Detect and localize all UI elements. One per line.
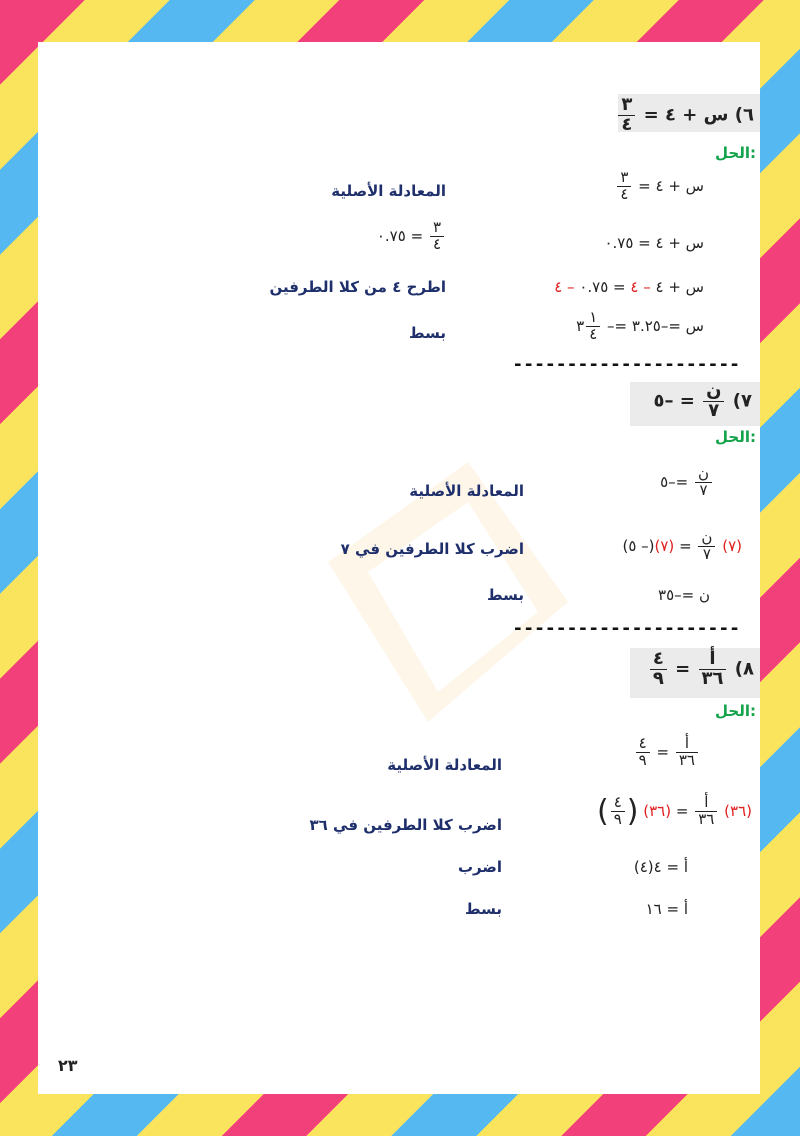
p6-step2-num: ٣ bbox=[432, 218, 441, 236]
problem-6-number: ٦) bbox=[734, 104, 754, 126]
p7-step3-note: بسط bbox=[487, 586, 524, 604]
p8-step2-eq: (٣٦) $\frac{\text{أ}}{٣٦}$ = (٣٦) ( $\frac{٤}{٩}$ ) bbox=[596, 793, 752, 829]
divider-2: --------------------- bbox=[512, 618, 740, 639]
p7-step2-eqsign: = bbox=[679, 536, 692, 555]
p8-step2-lden: ٣٦ bbox=[695, 811, 717, 828]
p7-step1-eq bbox=[660, 466, 714, 499]
p7-step3-eq: ن =–٣٥ bbox=[658, 586, 710, 604]
p8-step2-lnum: أ bbox=[704, 793, 709, 812]
page-number: ٢٣ bbox=[58, 1056, 78, 1075]
worksheet-page bbox=[38, 42, 760, 1094]
p7-step1-note: المعادلة الأصلية bbox=[409, 482, 524, 500]
p8-step1-rnum: ٤ bbox=[638, 734, 647, 752]
p6-step4-note: بسط bbox=[409, 324, 446, 342]
p6-step3-c: = ٠.٧٥ bbox=[579, 278, 626, 296]
problem-8-number: ٨) bbox=[734, 658, 754, 680]
p8-step2-rp: (٣٦) bbox=[643, 802, 672, 820]
p8-step2-rden: ٩ bbox=[611, 811, 625, 828]
divider-1: --------------------- bbox=[512, 354, 740, 375]
p7-step1-num: ن bbox=[697, 464, 709, 482]
p7-step2-num: ن bbox=[701, 528, 713, 546]
p8-step2-note: اضرب كلا الطرفين في ٣٦ bbox=[309, 816, 502, 834]
p8-step1-eqsign: = bbox=[656, 742, 670, 761]
p6-step1-eq bbox=[615, 170, 704, 203]
p6-step3-note: اطرح ٤ من كلا الطرفين bbox=[269, 278, 446, 296]
problem-7-rhs: = –٥ bbox=[653, 390, 695, 412]
p6-step2-note bbox=[377, 220, 446, 253]
p6-step3-b: – ٤ bbox=[630, 278, 651, 296]
p8-step2-rnum: ٤ bbox=[613, 793, 622, 812]
p8-step2-eqsign: = bbox=[675, 802, 689, 820]
p6-step4-eq bbox=[576, 310, 704, 343]
p8-step1-lden: ٣٦ bbox=[676, 752, 698, 769]
p7-step1-den: ٧ bbox=[695, 482, 712, 499]
p6-step1-num: ٣ bbox=[620, 168, 629, 186]
p6-step4-whole: ٣ bbox=[576, 316, 585, 335]
problem-6-frac-num: ٣ bbox=[621, 94, 633, 115]
p8-step4-note: بسط bbox=[465, 900, 502, 918]
p6-step1-den: ٤ bbox=[617, 186, 631, 203]
p6-step4-num: ١ bbox=[589, 308, 598, 326]
p8-step1-lnum: أ bbox=[684, 734, 690, 752]
problem-6-frac-den: ٤ bbox=[618, 115, 635, 135]
problem-7-frac-num: ن bbox=[706, 380, 722, 401]
p8-step2-lp: (٣٦) bbox=[724, 802, 752, 820]
p6-step3-eq bbox=[554, 278, 704, 296]
p6-step4-left: س =–٣.٢٥ =– bbox=[607, 316, 704, 335]
problem-6-left: س + ٤ = bbox=[643, 104, 729, 126]
p6-step4-den: ٤ bbox=[586, 326, 600, 343]
p8-step1-rden: ٩ bbox=[636, 752, 650, 769]
p6-step1-left: س + ٤ = bbox=[638, 176, 704, 195]
problem-8-right-den: ٩ bbox=[650, 669, 667, 689]
problem-7-number: ٧) bbox=[732, 390, 752, 412]
solution-label-8: الحل: bbox=[715, 702, 756, 720]
p6-step1-note: المعادلة الأصلية bbox=[331, 182, 446, 200]
p7-step2-note: اضرب كلا الطرفين في ٧ bbox=[340, 540, 524, 558]
solution-label-6: الحل: bbox=[715, 144, 756, 162]
p7-step2-lp: (٧) bbox=[722, 536, 742, 555]
problem-6-statement bbox=[616, 96, 754, 135]
problem-7-frac-den: ٧ bbox=[703, 401, 724, 421]
p7-step1-rhs: =–٥ bbox=[660, 472, 689, 491]
p6-step2-den: ٤ bbox=[430, 236, 444, 253]
problem-8-left-num: أ bbox=[709, 648, 716, 669]
problem-8-statement: ٨) $\frac{\text{أ}}{٣٦}$ = $\frac{٤}{٩}$ bbox=[648, 650, 754, 689]
p6-step3-a: س + ٤ bbox=[655, 278, 704, 296]
p7-step2-eq bbox=[622, 530, 742, 563]
problem-7-statement bbox=[653, 382, 752, 421]
problem-8-right-num: ٤ bbox=[652, 648, 664, 669]
p8-step3-note: اضرب bbox=[457, 858, 502, 876]
p8-step3-eq: أ = ٤(٤) bbox=[633, 858, 688, 876]
p6-step2-note-eq: = ٠.٧٥ bbox=[376, 226, 424, 245]
p8-step4-eq: أ = ١٦ bbox=[645, 900, 688, 918]
problem-8-left-den: ٣٦ bbox=[699, 669, 727, 689]
p7-step2-rp: (٧) bbox=[654, 536, 675, 555]
p6-step3-d: – ٤ bbox=[554, 278, 575, 296]
solution-label-7: الحل: bbox=[715, 428, 756, 446]
p7-step2-rest: (– ٥) bbox=[622, 536, 655, 555]
p6-step2-eq: س + ٤ = ٠.٧٥ bbox=[604, 234, 704, 252]
p8-step1-eq bbox=[634, 736, 700, 769]
p7-step2-den: ٧ bbox=[698, 546, 715, 563]
p8-step1-note: المعادلة الأصلية bbox=[387, 756, 502, 774]
